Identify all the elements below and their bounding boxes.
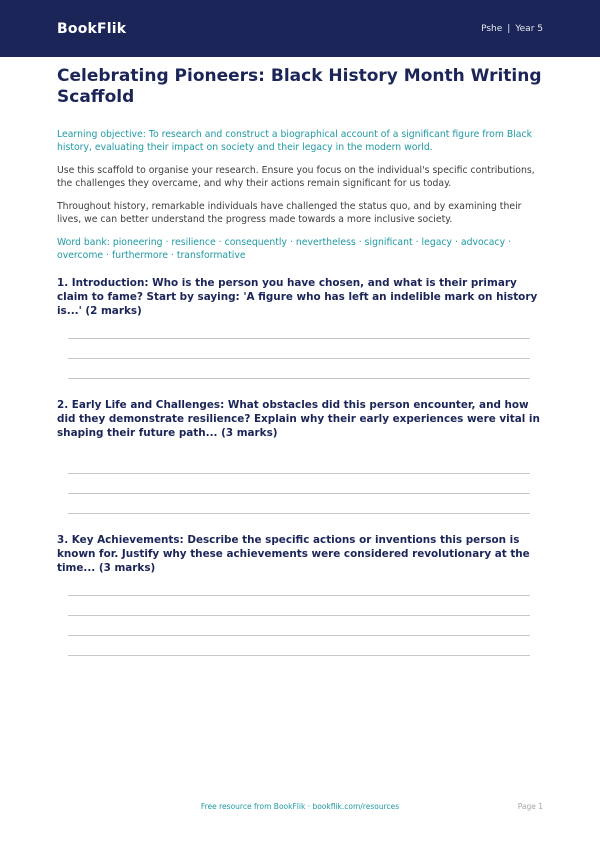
answer-line[interactable] [68, 513, 530, 514]
meta-separator: | [507, 23, 511, 34]
answer-line[interactable] [68, 378, 530, 379]
word-bank: Word bank: pioneering · resilience · consequently · nevertheless · significant · legacy · advocacy · overcome · furthermore · transformative [57, 237, 512, 261]
header-bar [0, 0, 600, 57]
learning-objective: Learning objective: To research and construct a biographical account of a significant figure from Black history, evaluating their impact on society and their legacy in the modern world. [57, 129, 533, 153]
year-label: Year 5 [515, 23, 543, 34]
question-3: 3. Key Achievements: Describe the specific actions or inventions this person is known for. Justify why these achievements were considered revolutionary at the time... (3 marks) [57, 534, 530, 574]
answer-line[interactable] [68, 655, 530, 656]
answer-line[interactable] [68, 358, 530, 359]
question-2: 2. Early Life and Challenges: What obstacles did this person encounter, and how did they demonstrate resilience? Explain why their early experiences were vital in shaping their future path... (3 marks) [57, 399, 540, 439]
page-title: Celebrating Pioneers: Black History Month Writing Scaffold [57, 66, 542, 107]
worksheet-intro [57, 66, 543, 262]
intro-paragraph: Use this scaffold to organise your research. Ensure you focus on the individual's specific contributions, the challenges they overcame, and why their actions remain significant for us today. [57, 165, 535, 189]
answer-line[interactable] [68, 635, 530, 636]
answer-line[interactable] [68, 493, 530, 494]
brand-logo-text: BookFlik [57, 20, 127, 37]
context-paragraph: Throughout history, remarkable individuals have challenged the status quo, and by examining their lives, we can better understand the progress made towards a more inclusive society. [57, 201, 522, 225]
subject-label: Pshe [481, 23, 503, 34]
answer-line[interactable] [68, 595, 530, 596]
page-number: Page 1 [517, 802, 543, 811]
question-1: 1. Introduction: Who is the person you have chosen, and what is their primary claim to fame? Start by saying: 'A figure who has left an indelible mark on history is...' (2 marks) [57, 277, 538, 317]
answer-line[interactable] [68, 338, 530, 339]
footer-resource-link[interactable]: Free resource from BookFlik · bookflik.com/resources [200, 802, 400, 811]
answer-line[interactable] [68, 473, 530, 474]
subject-year-label [481, 24, 543, 34]
answer-line[interactable] [68, 615, 530, 616]
